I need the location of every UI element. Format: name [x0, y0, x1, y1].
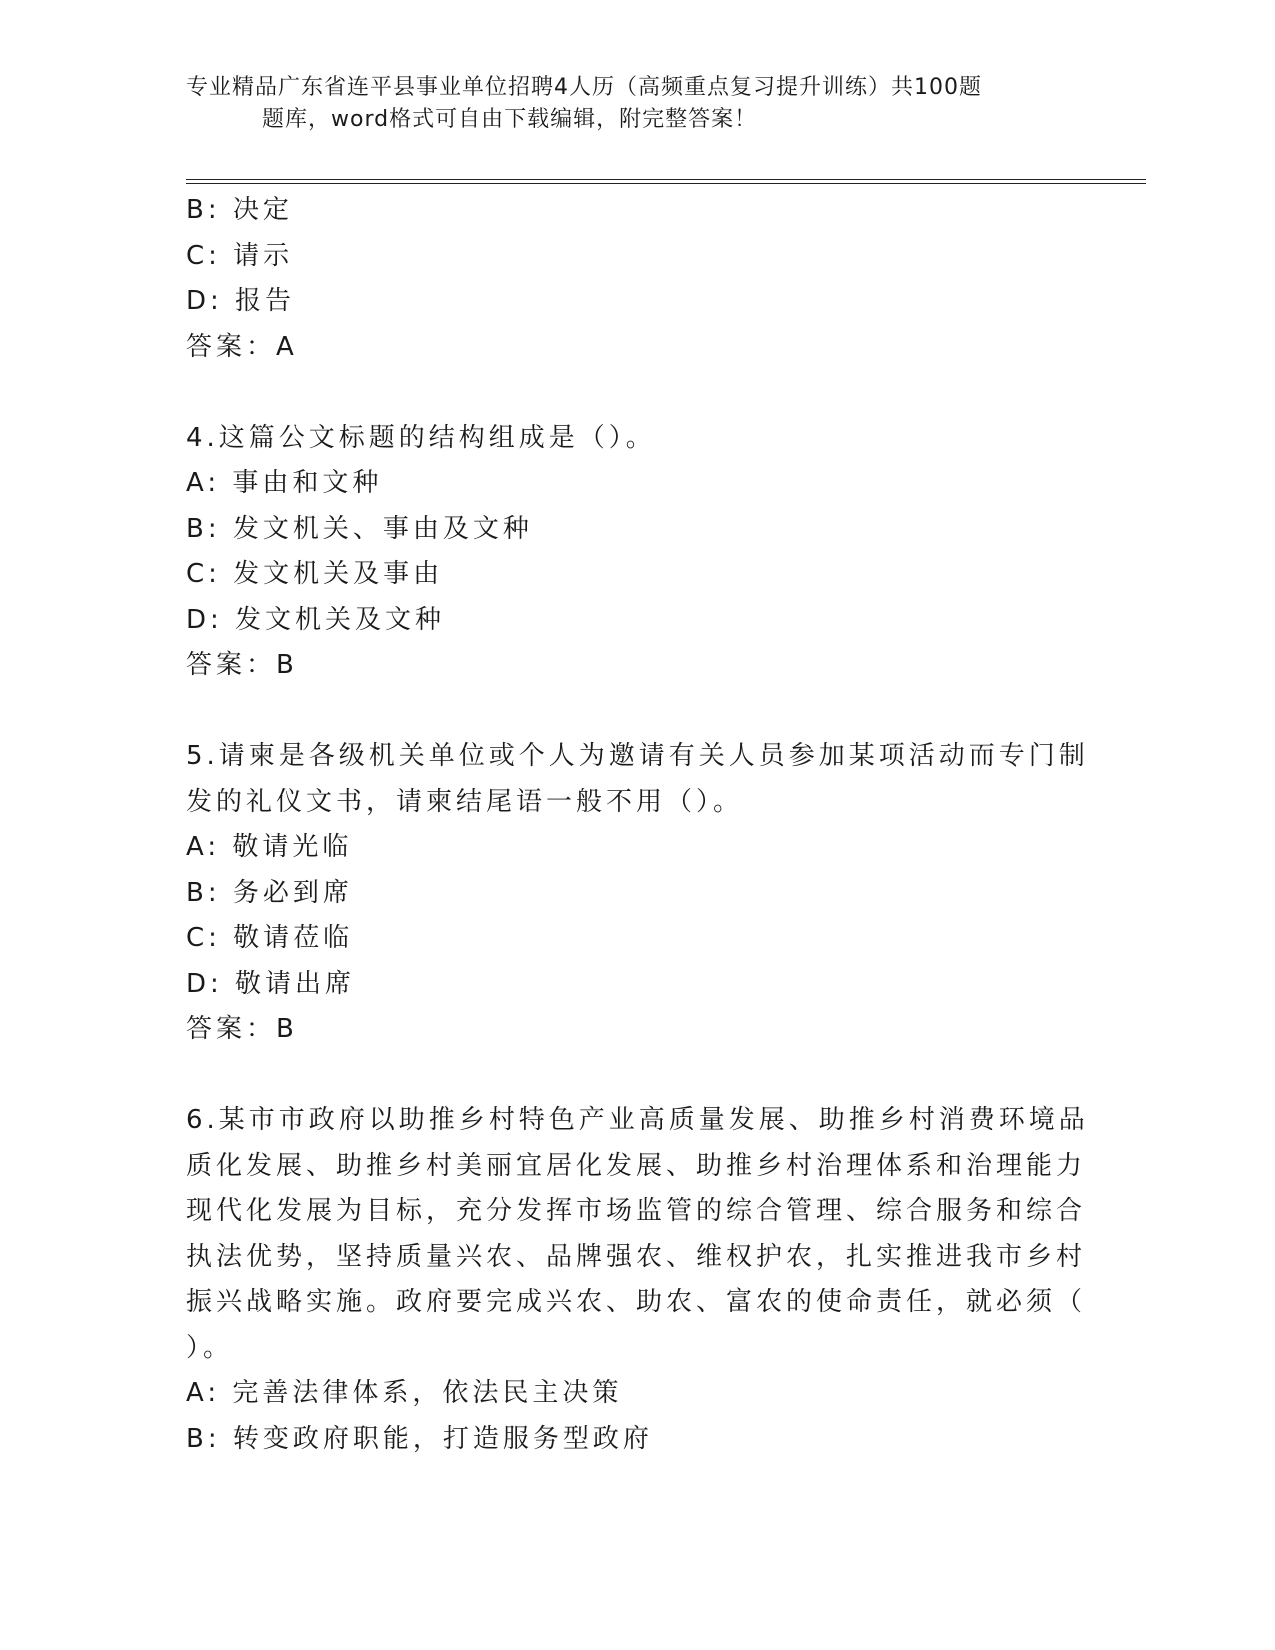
option-c: C: 请示: [186, 240, 294, 271]
question-stem-line: ）。: [186, 1332, 234, 1363]
question-stem-line: 现代化发展为目标，充分发挥市场监管的综合管理、综合服务和综合: [186, 1196, 1087, 1226]
header-rule-bottom: [186, 183, 1146, 184]
question-stem-line: 5.请柬是各级机关单位或个人为邀请有关人员参加某项活动而专门制: [186, 741, 1089, 771]
question-6: [186, 1098, 1089, 1462]
option-a: A: 事由和文种: [186, 468, 383, 498]
spacer: [186, 370, 1066, 416]
question-list: [186, 188, 1089, 1462]
document-header: [186, 72, 1066, 136]
option-b: B: 发文机关、事由及文种: [186, 513, 533, 544]
question-stem-line: 6.某市市政府以助推乡村特色产业高质量发展、助推乡村消费环境品: [186, 1105, 1089, 1135]
header-rule-top: [186, 179, 1146, 180]
question-5: [186, 734, 1089, 1053]
question-3-fragment: [186, 188, 1066, 370]
option-d: D: 敬请出席: [186, 968, 356, 999]
question-stem-line: 质化发展、助推乡村美丽宜居化发展、助推乡村治理体系和治理能力: [186, 1150, 1087, 1181]
option-c: C: 敬请莅临: [186, 923, 354, 953]
option-c: C: 发文机关及事由: [186, 559, 444, 589]
question-stem: 4.这篇公文标题的结构组成是（）。: [186, 422, 656, 453]
option-b: B: 转变政府职能，打造服务型政府: [186, 1423, 653, 1454]
question-stem-line: 执法优势，坚持质量兴农、品牌强农、维权护农，扎实推进我市乡村: [186, 1241, 1087, 1272]
option-a: A: 完善法律体系，依法民主决策: [186, 1378, 623, 1408]
option-b: B: 务必到席: [186, 877, 353, 908]
spacer: [186, 689, 1066, 735]
option-d: D: 发文机关及文种: [186, 604, 446, 635]
question-4: [186, 416, 1066, 689]
option-d: D: 报告: [186, 286, 296, 316]
answer-line: 答案：B: [186, 1014, 298, 1044]
question-stem-line: 振兴战略实施。政府要完成兴农、助农、富农的使命责任，就必须（: [186, 1287, 1087, 1317]
spacer: [186, 1053, 1066, 1099]
option-b: B: 决定: [186, 195, 293, 225]
header-title-line-1: 专业精品广东省连平县事业单位招聘4人历（高频重点复习提升训练）共100题: [186, 75, 982, 100]
answer-line: 答案：A: [186, 331, 298, 362]
header-title-line-2: 题库，word格式可自由下载编辑，附完整答案！: [262, 107, 758, 132]
option-a: A: 敬请光临: [186, 832, 353, 862]
question-stem-line: 发的礼仪文书，请柬结尾语一般不用（）。: [186, 786, 744, 817]
answer-line: 答案：B: [186, 650, 298, 680]
